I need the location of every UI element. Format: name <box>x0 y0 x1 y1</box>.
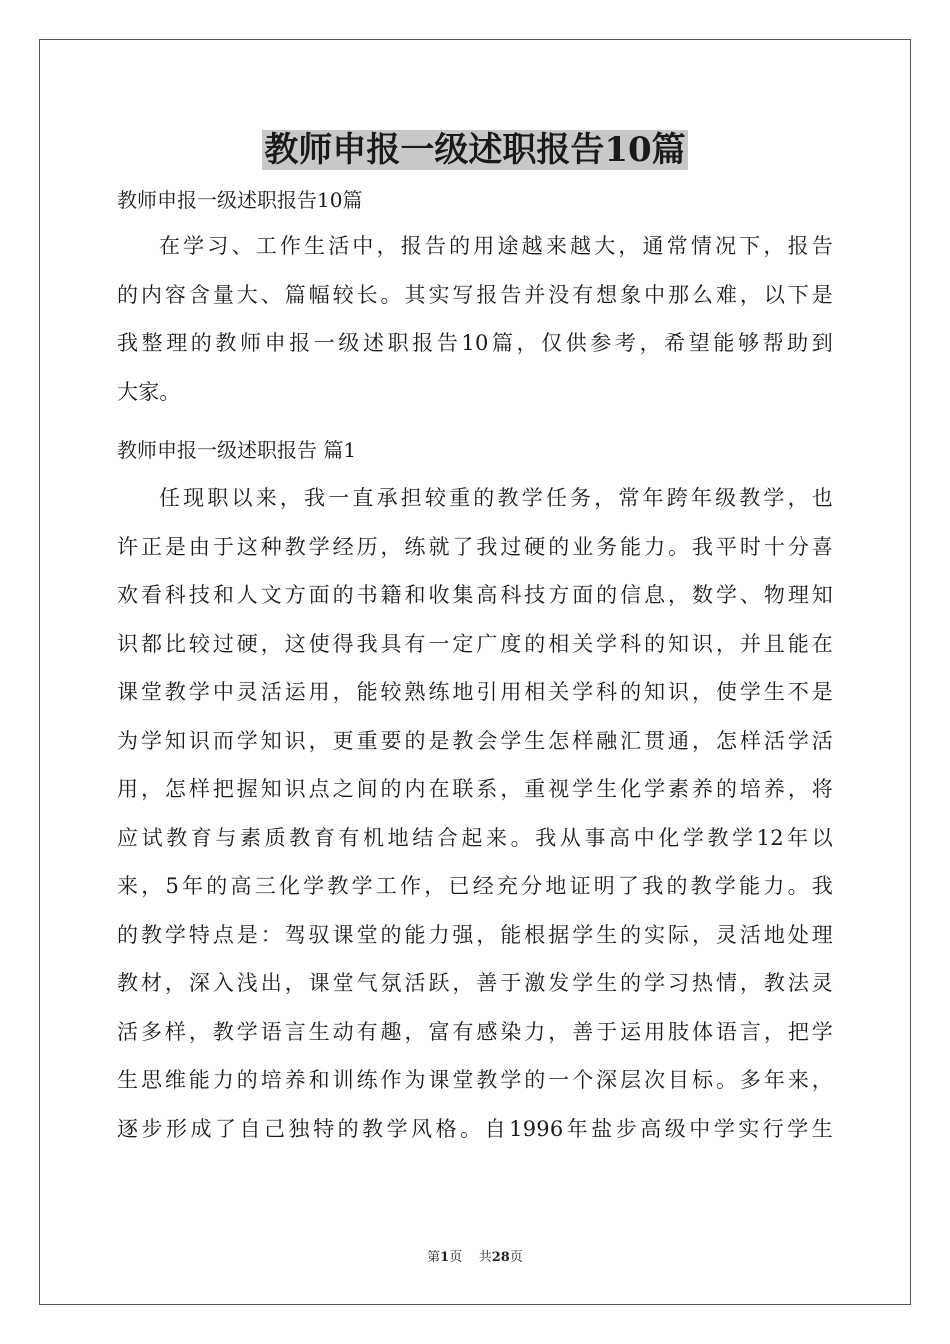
body-paragraph <box>117 474 833 1153</box>
page-footer <box>0 1246 950 1265</box>
document-title <box>0 124 950 176</box>
body-line: 为学知识而学知识，更重要的是教会学生怎样融汇贯通，怎样活学活 <box>117 728 833 753</box>
body-line: 生思维能力的培养和训练作为课堂教学的一个深层次目标。多年来， <box>117 1068 833 1092</box>
footer-suffix: 页 <box>509 1250 523 1265</box>
body-line: 课堂教学中灵活运用，能较熟练地引用相关学科的知识，使学生不是 <box>117 680 833 704</box>
body-line: 识都比较过硬，这使得我具有一定广度的相关学科的知识，并且能在 <box>117 631 833 656</box>
body-line: 任现职以来，我一直承担较重的教学任务，常年跨年级教学，也 <box>159 486 833 510</box>
intro-line: 大家。 <box>117 379 181 404</box>
body-line: 用，怎样把握知识点之间的内在联系，重视学生化学素养的培养，将 <box>117 777 833 801</box>
body-line: 活多样，教学语言生动有趣，富有感染力，善于运用肢体语言，把学 <box>117 1019 833 1044</box>
footer-page-total: 28 <box>491 1250 510 1265</box>
document-subtitle: 教师申报一级述职报告10篇 <box>117 188 363 212</box>
document-title-text: 教师申报一级述职报告10篇 <box>264 130 686 170</box>
body-line: 欢看科技和人文方面的书籍和收集高科技方面的信息，数学、物理知 <box>117 583 833 607</box>
body-line: 应试教育与素质教育有机地结合起来。我从事高中化学教学12年以 <box>117 825 833 850</box>
intro-line: 我整理的教师申报一级述职报告10篇，仅供参考，希望能够帮助到 <box>117 331 833 355</box>
intro-paragraph <box>117 222 833 416</box>
body-line: 逐步形成了自己独特的教学风格。自1996年盐步高级中学实行学生 <box>117 1116 833 1141</box>
intro-line: 在学习、工作生活中，报告的用途越来越大，通常情况下，报告 <box>159 234 833 258</box>
footer-mid: 页 共 <box>449 1250 492 1265</box>
body-line: 教材，深入浅出，课堂气氛活跃，善于激发学生的学习热情，教法灵 <box>117 971 833 995</box>
footer-page-current: 1 <box>440 1250 450 1265</box>
section-heading: 教师申报一级述职报告 篇1 <box>117 438 357 462</box>
body-line: 的教学特点是：驾驭课堂的能力强，能根据学生的实际，灵活地处理 <box>117 922 833 947</box>
body-line: 来，5年的高三化学教学工作，已经充分地证明了我的教学能力。我 <box>117 874 833 898</box>
footer-prefix: 第 <box>427 1250 441 1265</box>
body-line: 许正是由于这种教学经历，练就了我过硬的业务能力。我平时十分喜 <box>117 534 833 559</box>
intro-line: 的内容含量大、篇幅较长。其实写报告并没有想象中那么难，以下是 <box>117 282 833 307</box>
